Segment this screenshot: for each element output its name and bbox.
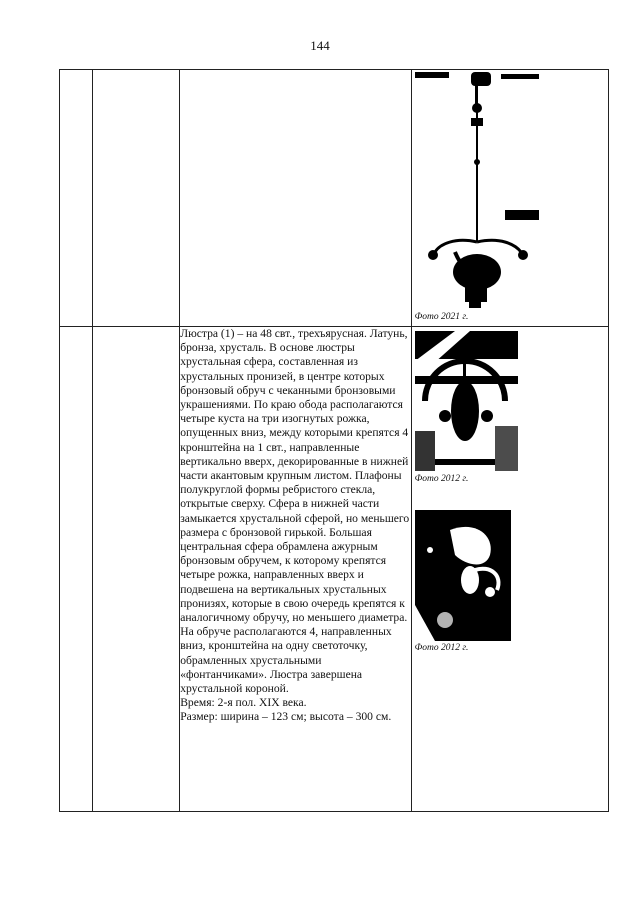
chandelier-interior-photo-icon bbox=[415, 331, 518, 471]
description-cell bbox=[180, 70, 411, 327]
description-text: Люстра (1) – на 48 свт., трехъярусная. Латунь, бронза, хрусталь. В основе люстры хрустальная сфера, составленная из хрустальных пронизей, в центре которых бронзовый обруч с чеканными бронзовыми украшениями. По краю обода располагаются четыре куста на три изогнутых рожка, опущенных вниз, между которыми крепятся 4 кронштейна на 1 свт., направленные вертикально вверх, декорированные в нижней части акантовым крупным листом. Плафоны полукруглой формы ребристого стекла, открытые сверху. Сфера в нижней части замыкается хрустальной сферой, но меньшего размера с бронзовой гирькой. Большая центральная сфера обрамлена ажурным бронзовым обручем, к которому крепятся четыре рожка, направленных вверх и подвешена на вертикальных хрустальных пронизях, которые в свою очередь крепятся к аналогичному обручу, но меньшего диаметра. На обруче располагаются 4, направленных вниз, кронштейна на одну светоточку, обрамленных хрустальными «фонтанчиками». Люстра завершена хрустальной короной. bbox=[180, 327, 410, 696]
photo-cell bbox=[411, 327, 608, 812]
description-size: Размер: ширина – 123 см; высота – 300 см. bbox=[180, 710, 392, 724]
number-cell bbox=[60, 70, 93, 327]
description-cell bbox=[180, 327, 411, 812]
page-number: 144 bbox=[310, 38, 330, 53]
number-cell bbox=[60, 327, 93, 812]
photo-caption: Фото 2021 г. bbox=[414, 312, 469, 322]
name-cell bbox=[93, 327, 180, 812]
chandelier-detail-photo-icon bbox=[415, 510, 511, 641]
table-row bbox=[60, 70, 609, 327]
chandelier-photo-icon bbox=[415, 72, 539, 310]
table-row bbox=[60, 327, 609, 812]
photo-caption: Фото 2012 г. bbox=[414, 643, 469, 653]
inventory-table bbox=[59, 69, 609, 812]
photo-caption: Фото 2012 г. bbox=[414, 474, 469, 484]
description-time: Время: 2-я пол. XIX века. bbox=[180, 696, 307, 710]
name-cell bbox=[93, 70, 180, 327]
photo-cell bbox=[411, 70, 608, 327]
